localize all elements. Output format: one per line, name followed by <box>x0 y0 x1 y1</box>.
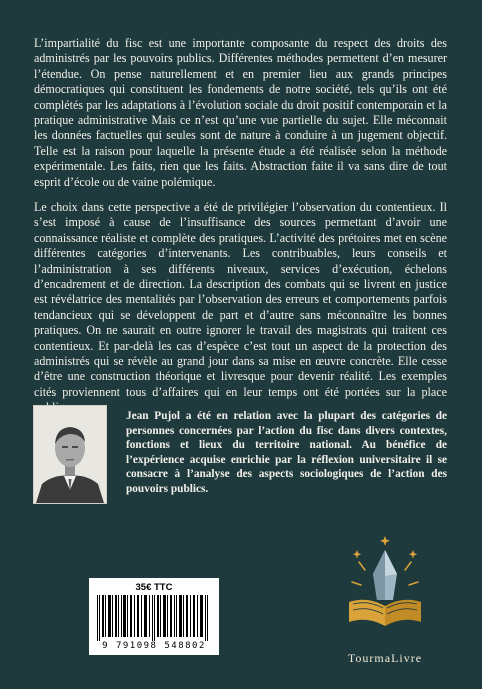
barcode <box>97 595 211 641</box>
author-photo <box>33 405 107 504</box>
barcode-label <box>89 578 219 655</box>
isbn-number: 9 791098 548802 <box>102 641 206 651</box>
intro-paragraph: L’impartialité du fisc est une importante composante du respect des droits des administrés par les pouvoirs publics. Différentes méthodes permettent d’en mesurer l’étendue. On pense naturellement et en premier lieu aux grands principes démocratiques qui constituent les fondements de notre société, tels qu’ils ont été complétés par les adaptations à l’évolution sociale du droit positif contemporain et la pratique administrative Mais ce n’est qu’une vue partielle du sujet. Elle méconnait les données factuelles qui seules sont de nature à conduire à un jugement objectif. Telle est la raison pour laquelle la présente étude a été réalisée selon la méthode expérimentale. Les faits, rien que les faits. Abstraction faite il va sans dire de tout esprit d’école ou de vaine polémique. <box>34 36 447 189</box>
author-bio: Jean Pujol a été en relation avec la plupart des catégories de personnes concernées par l’action du fisc dans divers contextes, fonctions et lieux du territoire national. Au bénéfice de l’expérience acquise enrichie par la réflexion universitaire il se consacre à l’analyse des aspects sociologiques de l’action des pouvoirs publics. <box>126 410 447 495</box>
price-label: 35€ TTC <box>135 582 173 593</box>
method-paragraph: Le choix dans cette perspective a été de privilégier l’observation du contentieux. Il s’est imposé à cause de l’insuffisance des sources permettant d’avoir une connaissance réaliste et complète des pratiques. L’activité des prétoires met en scène différentes catégories d’intervenants. Les contribuables, leurs conseils et l’administration à ses différents niveaux, services d’exécution, échelons d’encadrement et de direction. La description des combats qui se livrent en justice est révélatrice des mentalités par l’observation des erreurs et comportements parfois tendancieux qui se développent de part et d’autre sans méconnaître les bonnes pratiques. On ne saurait en outre ignorer le travail des magistrats qui traitent ces contentieux. Et par-delà les cas d’espèce c’est tout un aspect de la protection des administrés qui se révèle au grand jour dans sa mise en œuvre concrète. Elle cesse d’être une construction théorique et livresque pour devenir réalité. Les exemples cités proviennent tous d’affaires qui en leur temps ont été portées sur la place <box>34 200 447 399</box>
publisher-name: TourmaLivre <box>347 651 423 665</box>
publisher-logo <box>335 530 435 650</box>
